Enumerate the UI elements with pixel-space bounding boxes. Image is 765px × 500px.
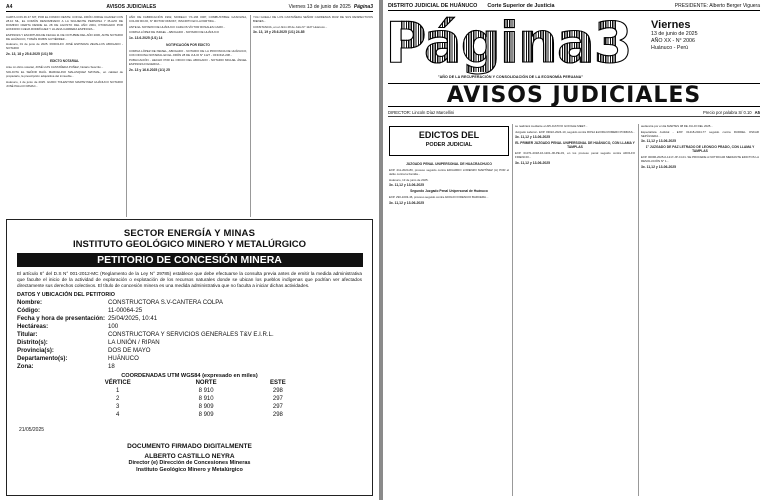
petition-field-row xyxy=(7,323,372,331)
coords-cell: 1 xyxy=(116,388,120,394)
coords-cell: 8 910 xyxy=(198,388,214,394)
date-line: Viernes 13 de junio de 2025 xyxy=(288,4,351,10)
notice-stamp: 1x. 13.6.2025 (1/1) 14 xyxy=(129,35,163,40)
notice-stamp: 2x. 13 y 16.6.2025 (1/1) 25 xyxy=(129,67,170,72)
edicts-subtitle: PODER JUDICIAL xyxy=(425,142,473,148)
field-value: CONSTRUCTORA Y SERVICIOS GENERALES T&V E.I.R.L. xyxy=(108,331,274,338)
field-value: LA UNIÓN / RIPAN xyxy=(108,339,160,346)
petition-field-row xyxy=(7,299,372,307)
brand-name: Página3 xyxy=(353,4,373,10)
masthead-subrow xyxy=(388,109,760,117)
field-value: HUÁNUCO xyxy=(108,355,139,362)
notice-paragraph: EXP. 00096-2025-0-1217-JP-CI-01. SE PROCEDE A NOTIFICAR MEDIANTE EDICTOS LA RESOLUCIÓN N° 1... xyxy=(641,155,759,164)
field-value: CONSTRUCTORA S.V-CANTERA COLPA xyxy=(108,299,223,306)
field-value: 100 xyxy=(108,323,119,330)
notice-paragraph: CORINA LÓPEZ DE ISRAEL - ABOGADO - NOTARIO DE HUÁNUCO xyxy=(129,30,219,34)
coords-header-cell: NORTE xyxy=(195,380,217,386)
edition-info xyxy=(651,19,698,52)
notice-paragraph: SOLICITA EL SEÑOR RAÚL MARCELINO MALASQUEZ MAYMAL, en calidad de propietario, la prescripción adquisitiva del inmueble... xyxy=(6,70,123,78)
director-label: DIRECTOR: Lincoln Díaz Marcellini xyxy=(388,110,455,115)
left-page xyxy=(0,0,379,500)
court-heading: 1° JUZGADO DE PAZ LETRADO DE LEONCIO PRADO, CON LLAMA Y TAMPLAS xyxy=(645,145,755,154)
left-column-3 xyxy=(253,15,373,217)
left-column-2 xyxy=(129,15,247,217)
notice-stamp: 3x. 11,12 y 13-06-2025 xyxy=(389,183,425,188)
petition-intro: El artículo 6° del D.S N° 001-2012-MC (Reglamento de la Ley N° 29785) establece que debe efectuarse la consulta previa antes de emitir la medida administrativa que faculte el inicio de la actividad de exploración o explotación de los recursos naturales donde se ubican los pueblos indígenas que podrían ver afectados directamente sus derechos colectivos. El título de concesión minera es una medida administrativa que no faculta a iniciar dichas actividades. xyxy=(17,271,362,288)
notice-stamp: 3x. 13, 19 y 25.6.2025 (1/1) 24-85 xyxy=(253,30,305,34)
notice-stamp: 3x. 11,12 y 13-06-2025 xyxy=(641,164,677,169)
petition-field-row xyxy=(7,331,372,339)
notice-stamp: 3x. 11,12 y 13-06-2025 xyxy=(641,139,677,143)
edicts-box xyxy=(389,126,509,156)
notice-paragraph: EXP. 01071-2018-16-1201-JR-PE-03, en los proceso penal seguido contra ADOLFO FIDENCIO... xyxy=(515,151,635,160)
petition-field-row xyxy=(7,363,372,371)
petition-fields xyxy=(7,299,372,371)
field-value: 18 xyxy=(108,363,115,370)
field-key: Código: xyxy=(17,307,41,314)
signer-org: Instituto Geológico Minero y Metalúrgico xyxy=(136,467,243,473)
coords-cell: 2 xyxy=(116,396,120,402)
coords-cell: 298 xyxy=(272,388,283,394)
right-column-2 xyxy=(515,124,635,496)
notice-paragraph: EXP. 290-1003-46, proceso seguido contra ADOLFO FIDENCIO BARCERA... xyxy=(389,195,489,200)
field-key: Hectáreas: xyxy=(17,323,49,330)
field-key: Fecha y hora de presentación: xyxy=(17,315,106,322)
field-value: DOS DE MAYO xyxy=(108,347,151,354)
coords-row xyxy=(70,403,310,411)
petition-field-row xyxy=(7,339,372,347)
petition-field-row xyxy=(7,355,372,363)
column-divider xyxy=(250,15,251,217)
coords-header-cell: VÉRTICE xyxy=(104,380,131,386)
section-title: AVISOS JUDICIALES xyxy=(106,4,157,10)
notice-paragraph: Huánuco, 01 de junio de 2025. RODOLFO JOSÉ ESPINOZA ZEVALLOS ABOGADO - NOTARIO xyxy=(6,42,123,50)
notice-stamp: 3x. 11,12 y 13-06-2025 xyxy=(515,160,551,165)
coords-cell: 298 xyxy=(272,412,283,418)
coords-row xyxy=(70,411,310,419)
notice-subtitle: NOTIFICACIÓN POR EDICTO xyxy=(166,42,210,47)
notice-stamp: 3x. 11,12 y 13-06-2025 xyxy=(389,200,425,205)
page-number: A5 xyxy=(754,110,760,115)
notice-paragraph: Ante mi oficio notarial, JOSÉ LUIS CASTAÑEDA PUÑEZ, Notario Suscrito... xyxy=(6,64,104,69)
field-key: Titular: xyxy=(17,331,38,338)
notice-paragraph: AÑO DE FABRICACIÓN 1992, MODELO YK-166 KRP, COMBUSTIBLE GASOLINA, COLOR ROJO, N° MOTOR 0K6/0K7, INSCRITO EN LA PARTIDA... xyxy=(129,15,247,23)
field-value: 11-00064-25 xyxy=(108,307,143,314)
coords-title: COORDENADAS UTM WGS84 (expresado en miles) xyxy=(121,373,258,379)
court-heading: Segundo Juzgado Penal Unipersonal de Huánuco xyxy=(410,189,488,194)
coords-table xyxy=(70,379,310,419)
petition-field-row xyxy=(7,315,372,323)
year-tagline: "AÑO DE LA RECUPERACIÓN Y CONSOLIDACIÓN DE LA ECONOMÍA PERUANA" xyxy=(437,75,584,79)
field-key: Zona: xyxy=(17,363,34,370)
coords-cell: 8 909 xyxy=(198,412,214,418)
court-heading: EL PRIMER JUZGADO PENAL UNIPERSONAL DE HUÁNUCO, CON LLAMA Y TAMPLAS xyxy=(515,141,635,150)
right-column-1 xyxy=(389,160,509,496)
coords-cell: 8 909 xyxy=(198,404,214,410)
coords-cell: 297 xyxy=(272,404,283,410)
left-page-header xyxy=(6,3,373,12)
notice-paragraph: Huánuco, 13 de junio de 2025. xyxy=(389,177,429,182)
notice-paragraph: audiencia por el día MARTES 08 DE JULIO DEL 2025... xyxy=(641,124,713,128)
coords-cell: 3 xyxy=(116,404,120,410)
price-label: Precio por palabra S/ 0.10 xyxy=(702,110,752,115)
field-key: Distrito(s): xyxy=(17,339,48,346)
signer-role: Director (e) Dirección de Concesiones Mineras xyxy=(128,460,251,466)
edition-day: Viernes xyxy=(651,19,691,31)
coords-cell: 4 xyxy=(116,412,120,418)
edition-city: Huánuco - Perú xyxy=(651,45,689,51)
notice-paragraph: CORINA LÓPEZ DE ISRAEL, ABOGADO - NOTARIO DE LA PROVINCIA DE HUÁNUCO, CON OFICINA NOTARIAL EN EL JIRÓN 28 DE JULIO N° 1127 - OFICINA 208... xyxy=(129,48,247,57)
court-label: Corte Superior de Justicia xyxy=(487,3,555,9)
masthead xyxy=(383,0,765,120)
signer-name: ALBERTO CASTILLO NEYRA xyxy=(144,453,235,460)
notice-stamp: 3x. 11,12 y 13-06-2025 xyxy=(515,135,551,139)
notice-stamp: 2x. 13, 18 y 25.6.2025 (1/1) 59 xyxy=(6,51,53,56)
petition-data-title: DATOS Y UBICACIÓN DEL PETITORIO xyxy=(17,292,115,298)
notice-paragraph: CARTA CON 46 47 NIT, POR EL FONDO OESTE: CON EL JIRÓN JORGE CHAVEZ CON 28.10 ML, EL COMÚN DENOMINADO A LA SIGUIENTE PERSONA Y PLAZO DE DOMINIO CIERTA DESDE EL 28 DE AGOSTO DEL AÑO 2004, OTORGADO POR HONORIO CUEVA RODRÍGUEZ Y LILIANA CARRERA ESPINOZA... xyxy=(6,15,123,31)
edicts-title: EDICTOS DEL xyxy=(418,130,480,140)
notice-paragraph: YULI GUELLI DE LOS CASTAÑEDA SEÑOR CARDENAS RUIZ DE SUS RESPECTIVOS BIENES... xyxy=(253,15,373,23)
notice-paragraph: ANTE EL NOTARIO DE HUÁNUCO CARLOS VÍCTOR ROSALES CARO... xyxy=(129,24,226,29)
sector-title: SECTOR ENERGÍA Y MINAS xyxy=(123,228,256,239)
sign-title: DOCUMENTO FIRMADO DIGITALMENTE xyxy=(127,443,252,450)
field-key: Nombre: xyxy=(17,299,43,306)
page-number: A4 xyxy=(6,4,13,10)
coords-header-cell: ESTE xyxy=(270,380,286,386)
newspaper-logo: Página3 xyxy=(385,10,632,76)
right-page xyxy=(383,0,765,500)
notice-subtitle: EDICTO NOTARIAL xyxy=(49,58,80,63)
court-heading: JUZGADO PENAL UNIPERSONAL DE HUACRACHUCO xyxy=(406,162,492,166)
notice-paragraph: se realizará mediante el APLICATIVO GOOGLE MEET... xyxy=(515,124,588,128)
right-column-3 xyxy=(641,124,759,496)
petition-field-row xyxy=(7,347,372,355)
notice-paragraph: CONSTANCIA, en el Jirón 28 de Julio N° 1127 Huánuco... xyxy=(253,24,328,29)
district-label: DISTRITO JUDICIAL DE HUÁNUCO xyxy=(388,3,478,9)
coords-row xyxy=(70,387,310,395)
petition-banner: PETITORIO DE CONCESIÓN MINERA xyxy=(17,253,363,267)
field-key: Provincia(s): xyxy=(17,347,54,354)
mining-petition-notice xyxy=(6,219,373,496)
column-divider xyxy=(126,15,127,217)
notice-paragraph: EXP. 211-2024-80, proceso seguido contra EDUARDO LORENZO MARTÍNEZ (A) POR el delito contra la Familia... xyxy=(389,168,509,177)
coords-body xyxy=(70,387,310,419)
edition-date: 13 de junio de 2025 xyxy=(651,31,698,37)
notice-paragraph: PUBLICACIÓN - HECHO POR EL OFICIO DEL ABOGADO - NOTARIO MIGUEL ÁNGEL ESPINOZA FIGUEROA... xyxy=(129,58,247,66)
field-value: 25/04/2025, 10:41 xyxy=(108,315,158,322)
petition-field-row xyxy=(7,307,372,315)
notice-paragraph: Especialista Judicial - EXP. 01418-2024-77 seguido contra RUDDEL OSKAR SEPÚLVEDA... xyxy=(641,129,759,138)
institute-title: INSTITUTO GEOLÓGICO MINERO Y METALÚRGICO xyxy=(72,239,307,250)
left-column-1 xyxy=(6,15,123,217)
coords-row xyxy=(70,395,310,403)
edition-number: AÑO XX - N° 2006 xyxy=(651,38,695,44)
avisos-banner: AVISOS JUDICIALES xyxy=(388,83,760,107)
column-divider xyxy=(512,124,513,496)
coords-cell: 8 910 xyxy=(198,396,214,402)
field-key: Departamento(s): xyxy=(17,355,68,362)
column-divider xyxy=(638,124,639,496)
signature-block xyxy=(7,443,372,474)
notice-paragraph: Juzgado Laboral - EXP. 03022-2024-10, seguido contra ROSA ELVIRA ROMERO PORRAS... xyxy=(515,129,635,134)
petition-date: 21/05/2025 xyxy=(19,427,45,433)
notice-paragraph: ESPINOZA Y ESCRITURA DE FECHA 11 DE OCTUBRE DEL AÑO 2006, ANTE NOTARIO DE HUÁNUCO, TOMÁS RUBIN GUTIÉRREZ... xyxy=(6,32,123,41)
coords-cell: 297 xyxy=(272,396,283,402)
coords-header-row xyxy=(70,379,310,387)
president-label: PRESIDENTE: Alberto Berger Viguera xyxy=(674,3,760,9)
notice-paragraph: Huánuco, 1 de junio de 2025. GUIDO TOLENTINO MARTEYNEZ HUÁNUCO NOTARIO JOSÉ PALLCO RIMAC... xyxy=(6,79,123,88)
